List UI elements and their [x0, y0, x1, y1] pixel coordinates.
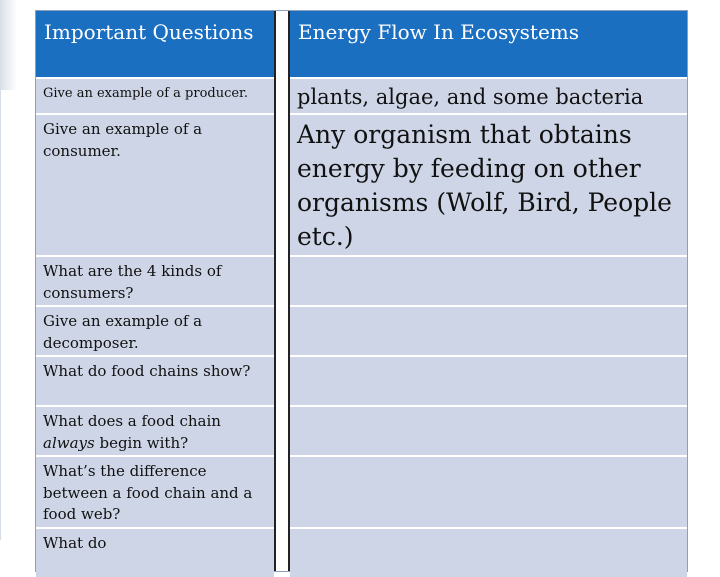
answer-text: Any organism that obtains energy by feeding on other organisms (Wolf, Bird, People etc.) [297, 120, 672, 251]
question-text-before: What does a food chain [43, 412, 221, 430]
column-divider [274, 11, 276, 571]
question-text-emphasis: always [43, 433, 95, 452]
questions-table [35, 10, 688, 572]
slide-edge-shadow [0, 0, 17, 90]
question-text: Give an example of a consumer. [43, 120, 203, 160]
question-cell [36, 407, 274, 455]
answer-cell [290, 457, 687, 527]
column-divider [288, 11, 290, 571]
question-text-after: begin with? [94, 433, 189, 452]
answer-cell [290, 407, 687, 455]
answer-text: plants, algae, and some bacteria [297, 85, 644, 109]
answer-cell [290, 307, 687, 355]
question-cell [36, 115, 274, 255]
header-answers-label: Energy Flow In Ecosystems [298, 20, 580, 44]
question-cell [36, 357, 274, 405]
answer-cell [290, 257, 687, 305]
question-text: What’s the difference between a food chain and a food web? [43, 462, 253, 523]
question-cell [36, 307, 274, 355]
answer-cell [290, 357, 687, 405]
header-questions-label: Important Questions [44, 20, 254, 44]
question-cell [36, 257, 274, 305]
question-cell [36, 529, 274, 577]
question-text: What do [43, 534, 107, 552]
answer-cell [290, 529, 687, 577]
answer-cell [290, 79, 687, 113]
question-text: Give an example of a decomposer. [43, 312, 203, 352]
question-text: Give an example of a producer. [43, 86, 248, 101]
question-cell [36, 79, 274, 113]
question-cell [36, 457, 274, 527]
answer-cell [290, 115, 687, 255]
question-text: What are the 4 kinds of consumers? [43, 262, 222, 302]
question-text: What do food chains show? [43, 362, 251, 380]
header-answers [290, 11, 687, 77]
header-questions [36, 11, 274, 77]
